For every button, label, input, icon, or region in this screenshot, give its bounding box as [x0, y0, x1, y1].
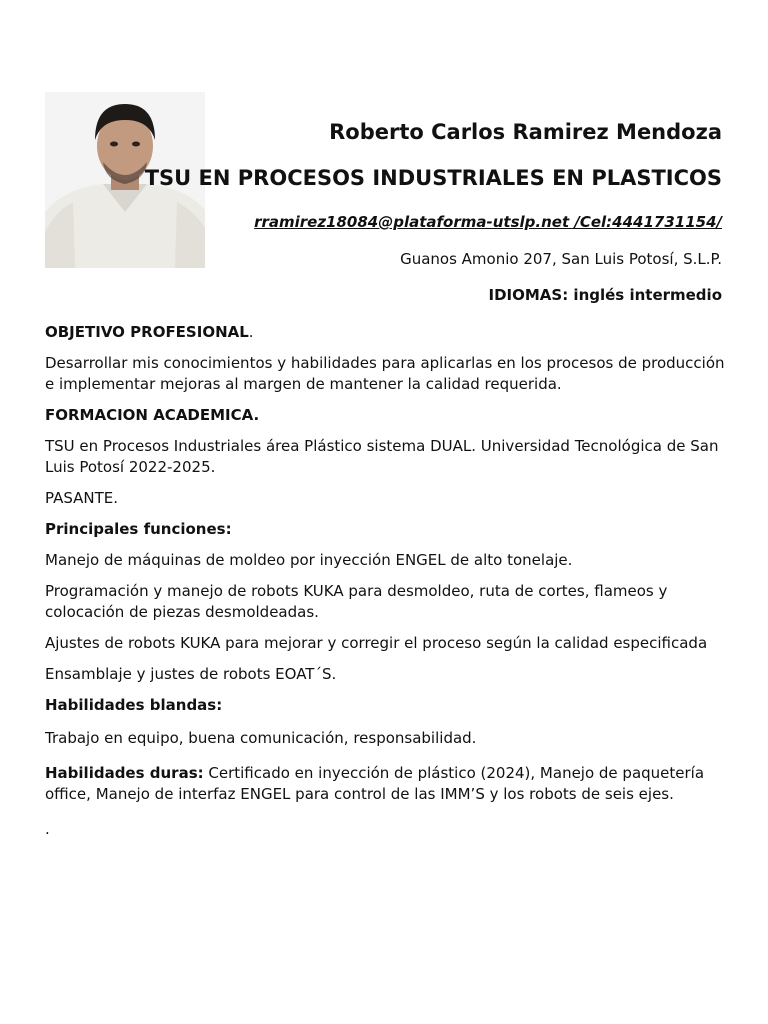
- objective-heading-line: [45, 322, 725, 343]
- contact-line[interactable]: rramirez18084@plataforma-utslp.net /Cel:4441731154/: [254, 213, 722, 231]
- experience-role: PASANTE.: [45, 489, 119, 507]
- objective-heading-suffix: .: [248, 323, 254, 341]
- trailing-mark: .: [45, 820, 50, 838]
- functions-heading: Principales funciones:: [45, 520, 232, 538]
- candidate-title: TSU EN PROCESOS INDUSTRIALES EN PLASTICOS: [144, 166, 722, 190]
- hard-skills-paragraph: [45, 763, 725, 805]
- function-item: Manejo de máquinas de moldeo por inyección ENGEL de alto tonelaje.: [45, 551, 573, 569]
- soft-skills-heading: Habilidades blandas:: [45, 696, 223, 714]
- function-item: Ajustes de robots KUKA para mejorar y corregir el proceso según la calidad especificada: [45, 634, 708, 652]
- objective-heading: OBJETIVO PROFESIONAL: [45, 323, 249, 341]
- resume-body: [45, 322, 725, 850]
- function-item: Ensamblaje y justes de robots EOAT´S.: [45, 665, 337, 683]
- hard-skills-heading: Habilidades duras:: [45, 764, 204, 782]
- candidate-name: Roberto Carlos Ramirez Mendoza: [329, 120, 722, 144]
- objective-text: Desarrollar mis conocimientos y habilidades para aplicarlas en los procesos de producción e implementar mejoras al margen de mantener la calidad requerida.: [45, 354, 725, 393]
- education-text: TSU en Procesos Industriales área Plástico sistema DUAL. Universidad Tecnológica de San Luis Potosí 2022-2025.: [45, 437, 719, 476]
- address-line: Guanos Amonio 207, San Luis Potosí, S.L.P.: [400, 250, 722, 268]
- education-heading: FORMACION ACADEMICA.: [45, 406, 260, 424]
- hard-skills-text: Certificado en inyección de plástico (2024), Manejo de paquetería office, Manejo de interfaz ENGEL para control de las IMM’S y los robots de seis ejes.: [45, 764, 705, 803]
- languages-line: IDIOMAS: inglés intermedio: [488, 286, 722, 304]
- function-item: Programación y manejo de robots KUKA para desmoldeo, ruta de cortes, flameos y colocación de piezas desmoldeadas.: [45, 582, 668, 621]
- soft-skills-text: Trabajo en equipo, buena comunicación, responsabilidad.: [45, 729, 477, 747]
